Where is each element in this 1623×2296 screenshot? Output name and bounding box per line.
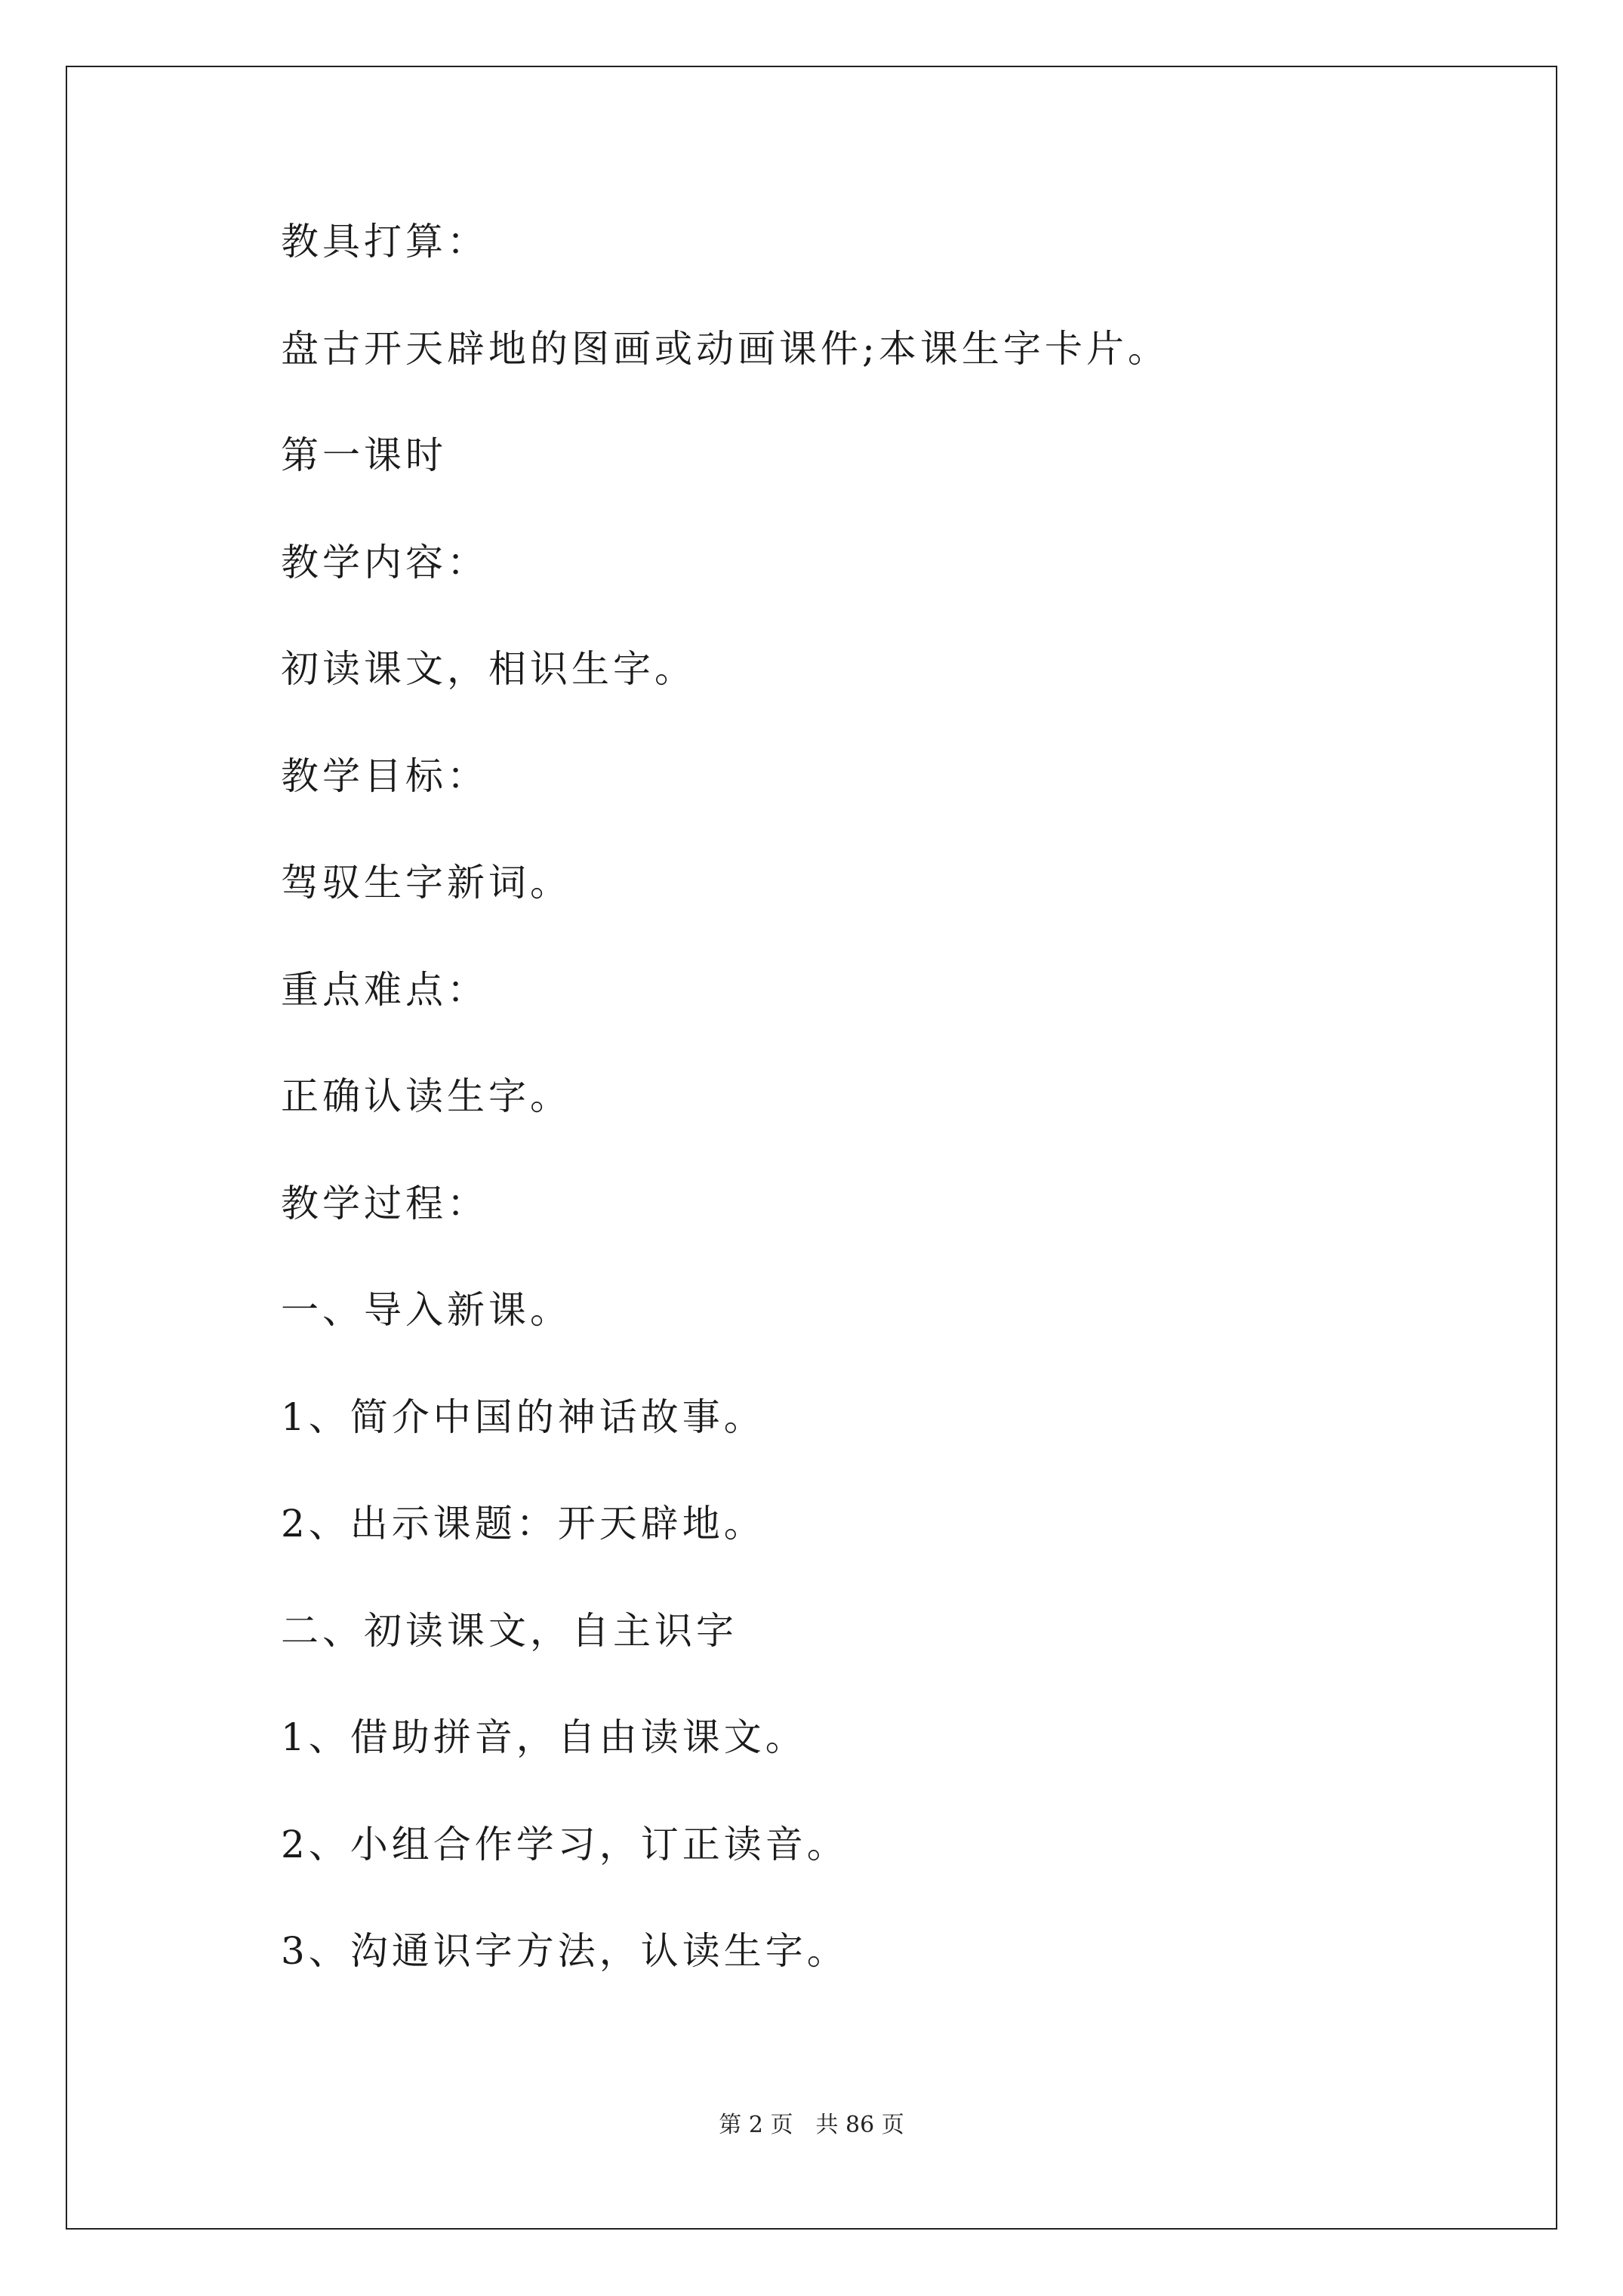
process-step-item: 3、沟通识字方法，认读生字。 bbox=[281, 1929, 848, 1973]
lesson-period-title: 第一课时 bbox=[281, 433, 447, 477]
key-points-text: 正确认读生字。 bbox=[281, 1074, 571, 1118]
section-heading-teaching-aids: 教具打算： bbox=[281, 220, 488, 264]
process-step-item: 2、出示课题：开天辟地。 bbox=[281, 1502, 765, 1546]
process-step-item: 2、小组合作学习，订正读音。 bbox=[281, 1822, 848, 1866]
section-heading-key-points: 重点难点： bbox=[281, 967, 488, 1012]
process-step-item: 1、简介中国的神话故事。 bbox=[281, 1395, 765, 1439]
section-heading-objectives: 教学目标： bbox=[281, 754, 488, 798]
section-heading-content: 教学内容： bbox=[281, 540, 488, 584]
process-step-item: 1、借助拼音，自由读课文。 bbox=[281, 1715, 807, 1759]
content-text: 初读课文，相识生字。 bbox=[281, 647, 696, 691]
teaching-aids-text: 盘古开天辟地的图画或动画课件;本课生字卡片。 bbox=[281, 326, 1169, 371]
section-heading-process: 教学过程： bbox=[281, 1181, 488, 1225]
process-step-heading: 一、导入新课。 bbox=[281, 1288, 571, 1332]
document-body bbox=[281, 219, 1489, 2036]
objectives-text: 驾驭生字新词。 bbox=[281, 861, 571, 905]
process-step-heading: 二、初读课文，自主识字 bbox=[281, 1608, 738, 1653]
page-number-footer: 第 2 页 共 86 页 bbox=[719, 2112, 904, 2138]
